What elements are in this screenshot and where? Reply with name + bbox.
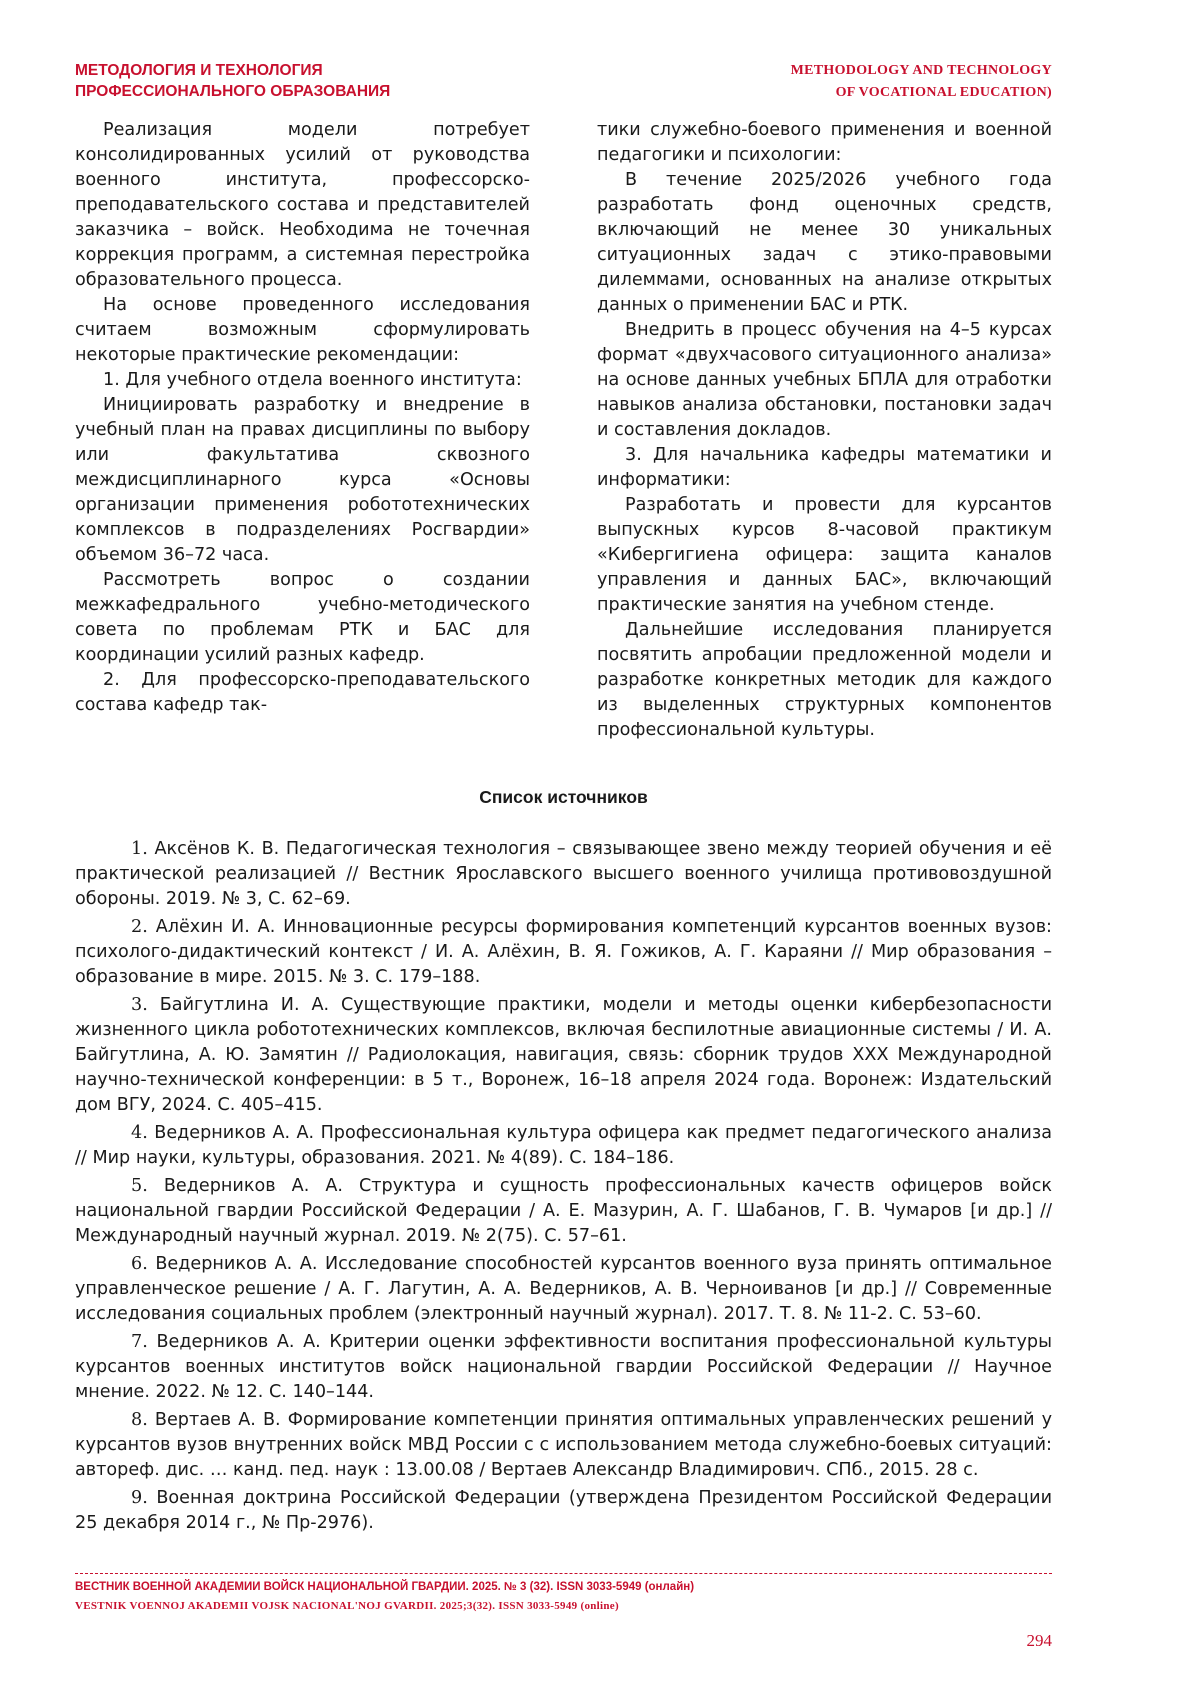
header-right bbox=[652, 60, 1052, 104]
body-columns bbox=[75, 118, 1052, 743]
paragraph: 1. Для учебного отдела военного института: bbox=[103, 370, 522, 390]
paragraph-continued: тики служебно-боевого применения и военной педагогики и психологии: bbox=[597, 120, 1052, 165]
footer-divider bbox=[75, 1573, 1052, 1574]
reference-item bbox=[75, 1121, 1052, 1171]
reference-item bbox=[75, 1174, 1052, 1249]
right-column bbox=[597, 118, 1052, 743]
reference-text: Ведерников А. А. Профессиональная культура офицера как предмет педагогического анализа // Мир науки, культуры, образования. 2021. № 4(89). С. 184–186. bbox=[75, 1123, 1052, 1168]
reference-number: 6. bbox=[131, 1254, 148, 1274]
references-list bbox=[75, 837, 1052, 1539]
reference-text: Ведерников А. А. Исследование способностей курсантов военного вуза принять оптимальное управленческое решение / А. Г. Лагутин, А. А. Ведерников, А. В. Черноиванов [и др.] // Современные исследования социальных проблем (электронный научный журнал). 2017. Т. 8. № 11-2. С. 53–60. bbox=[75, 1254, 1052, 1324]
paragraph: Дальнейшие исследования планируется посвятить апробации предложенной модели и разработке конкретных методик для каждого из выделенных структурных компонентов профессиональной культуры. bbox=[597, 620, 1052, 740]
header-right-line2: OF VOCATIONAL EDUCATION) bbox=[835, 85, 1052, 100]
paragraph: В течение 2025/2026 учебного года разработать фонд оценочных средств, включающий не менее 30 уникальных ситуационных задач с этико-правовыми дилеммами, основанных на анализе открытых данных о применении БАС и РТК. bbox=[597, 170, 1052, 315]
paragraph: На основе проведенного исследования считаем возможным сформулировать некоторые практические рекомендации: bbox=[75, 295, 530, 365]
references-title: Список источников bbox=[479, 787, 648, 807]
reference-text: Ведерников А. А. Критерии оценки эффективности воспитания профессиональной культуры курсантов военных институтов войск национальной гвардии Российской Федерации // Научное мнение. 2022. № 12. С. 140–144. bbox=[75, 1332, 1052, 1402]
header-right-line1: METHODOLOGY AND TECHNOLOGY bbox=[790, 63, 1052, 78]
header-left bbox=[75, 60, 505, 102]
paragraph: Реализация модели потребует консолидированных усилий от руководства военного института, профессорско-преподавательского состава и представителей заказчика – войск. Необходима не точечная коррекция программ, а системная перестройка образовательного процесса. bbox=[75, 120, 530, 290]
reference-number: 1. bbox=[131, 839, 148, 859]
reference-item bbox=[75, 1486, 1052, 1536]
footer-journal-en: VESTNIK VOENNOJ AKADEMII VOJSK NACIONAL'NOJ GVARDII. 2025;3(32). ISSN 3033-5949 (online) bbox=[75, 1600, 619, 1612]
reference-text: Ведерников А. А. Структура и сущность профессиональных качеств офицеров войск национальной гвардии Российской Федерации / А. Е. Мазурин, А. Г. Шабанов, Г. В. Чумаров [и др.] // Международный научный журнал. 2019. № 2(75). С. 57–61. bbox=[75, 1176, 1053, 1246]
paragraph: 3. Для начальника кафедры математики и информатики: bbox=[597, 445, 1052, 490]
header-left-line1: МЕТОДОЛОГИЯ И ТЕХНОЛОГИЯ bbox=[75, 62, 323, 79]
reference-item bbox=[75, 915, 1052, 990]
reference-number: 3. bbox=[131, 995, 148, 1015]
reference-item bbox=[75, 1408, 1052, 1483]
paragraph: Внедрить в процесс обучения на 4–5 курсах формат «двухчасового ситуационного анализа» на основе данных учебных БПЛА для отработки навыков анализа обстановки, постановки задач и составления докладов. bbox=[597, 320, 1052, 440]
paragraph: 2. Для профессорско-преподавательского состава кафедр так- bbox=[75, 670, 530, 715]
paragraph: Разработать и провести для курсантов выпускных курсов 8-часовой практикум «Кибергигиена офицера: защита каналов управления и данных БАС», включающий практические занятия на учебном стенде. bbox=[597, 495, 1052, 615]
left-column bbox=[75, 118, 530, 743]
reference-text: Аксёнов К. В. Педагогическая технология – связывающее звено между теорией обучения и её практической реализацией // Вестник Ярославского высшего военного училища противовоздушной обороны. 2019. № 3, С. 62–69. bbox=[75, 839, 1052, 909]
reference-number: 9. bbox=[131, 1488, 148, 1508]
reference-item bbox=[75, 1252, 1052, 1327]
reference-text: Алёхин И. А. Инновационные ресурсы формирования компетенций курсантов военных вузов: психолого-дидактический контекст / И. А. Алёхин, В. Я. Гожиков, А. Г. Караяни // Мир образования – образование в мире. 2015. № 3. С. 179–188. bbox=[75, 917, 1052, 987]
reference-number: 2. bbox=[131, 917, 148, 937]
page-number: 294 bbox=[1026, 1631, 1052, 1650]
reference-text: Вертаев А. В. Формирование компетенции принятия оптимальных управленческих решений у курсантов вузов внутренних войск МВД России с с использованием метода служебно-боевых ситуаций: автореф. дис. … канд. пед. наук : 13.00.08 / Вертаев Александр Владимирович. СПб., 2015. 28 с. bbox=[75, 1410, 1053, 1480]
reference-number: 4. bbox=[131, 1123, 148, 1143]
paragraph: Рассмотреть вопрос о создании межкафедрального учебно-методического совета по проблемам РТК и БАС для координации усилий разных кафедр. bbox=[75, 570, 530, 665]
header-left-line2: ПРОФЕССИОНАЛЬНОГО ОБРАЗОВАНИЯ bbox=[75, 83, 391, 100]
reference-item bbox=[75, 1330, 1052, 1405]
reference-text: Военная доктрина Российской Федерации (утверждена Президентом Российской Федерации 25 декабря 2014 г., № Пр-2976). bbox=[75, 1488, 1053, 1533]
reference-text: Байгутлина И. А. Существующие практики, модели и методы оценки кибербезопасности жизненного цикла робототехнических комплексов, включая беспилотные авиационные системы / И. А. Байгутлина, А. Ю. Замятин // Радиолокация, навигация, связь: сборник трудов XXX Международной научно-технической конференции: в 5 т., Воронеж, 16–18 апреля 2024 года. Воронеж: Издательский дом ВГУ, 2024. С. 405–415. bbox=[75, 995, 1053, 1115]
reference-item bbox=[75, 993, 1052, 1118]
reference-number: 8. bbox=[131, 1410, 148, 1430]
paragraph: Инициировать разработку и внедрение в учебный план на правах дисциплины по выбору или факультатива сквозного междисциплинарного курса «Основы организации применения робототехнических комплексов в подразделениях Росгвардии» объемом 36–72 часа. bbox=[75, 395, 530, 565]
reference-number: 5. bbox=[131, 1176, 148, 1196]
footer-journal-ru: ВЕСТНИК ВОЕННОЙ АКАДЕМИИ ВОЙСК НАЦИОНАЛЬНОЙ ГВАРДИИ. 2025. № 3 (32). ISSN 3033-5949 (онлайн) bbox=[75, 1581, 695, 1593]
reference-number: 7. bbox=[131, 1332, 148, 1352]
reference-item bbox=[75, 837, 1052, 912]
